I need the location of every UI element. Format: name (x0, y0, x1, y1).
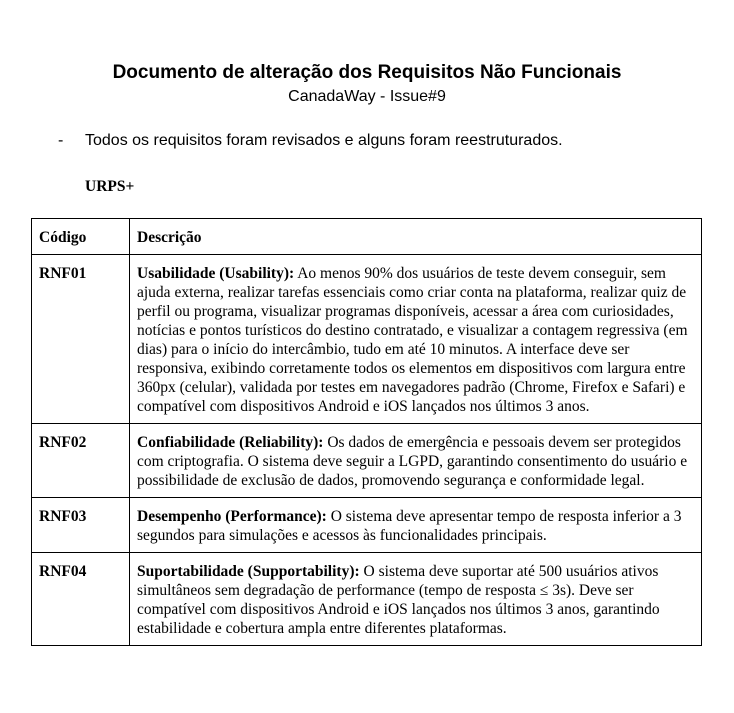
requirement-description (130, 424, 702, 498)
column-header-code: Código (32, 219, 130, 255)
document-title: Documento de alteração dos Requisitos Não Funcionais (112, 62, 622, 83)
table-row (32, 498, 702, 553)
requirement-category: Confiabilidade (Reliability): (137, 434, 324, 451)
section-label: URPS+ (85, 178, 135, 195)
requirement-category: Suportabilidade (Supportability): (137, 563, 360, 580)
requirement-text: Os dados de emergência e pessoais devem ser protegidos com criptografia. O sistema deve seguir a LGPD, garantindo consentimento do usuário e possibilidade de exclusão de dados, promovendo segurança e conformidade legal. (137, 434, 688, 489)
requirement-code: RNF03 (32, 498, 130, 553)
requirement-description (130, 255, 702, 424)
requirement-text: O sistema deve apresentar tempo de resposta inferior a 3 segundos para simulações e acessos às funcionalidades principais. (137, 508, 682, 544)
requirement-text: Ao menos 90% dos usuários de teste devem conseguir, sem ajuda externa, realizar tarefas essenciais como criar conta na plataforma, realizar quiz de perfil ou programa, visualizar programas disponíveis, acessar a área com curiosidades, notícias e pontos turísticos do destino contratado, e visualizar a contagem regressiva (em dias) para o início do intercâmbio, tudo em até 10 minutos. A interface deve ser responsiva, exibindo corretamente todos os elementos em dispositivos com largura entre 360px (celular), validada por testes em navegadores padrão (Chrome, Firefox e Safari) e compatível com dispositivos Android e iOS lançados nos últimos 3 anos. (137, 265, 688, 415)
column-header-description: Descrição (130, 219, 702, 255)
requirement-description (130, 498, 702, 553)
table-header-row (32, 219, 702, 255)
requirement-code: RNF02 (32, 424, 130, 498)
table-row (32, 424, 702, 498)
table-row (32, 255, 702, 424)
document-subtitle: CanadaWay - Issue#9 (288, 88, 446, 105)
bullet-item (58, 131, 563, 151)
requirement-category: Desempenho (Performance): (137, 508, 327, 525)
requirement-description (130, 553, 702, 646)
table-row (32, 553, 702, 646)
bullet-text: Todos os requisitos foram revisados e alguns foram reestruturados. (85, 132, 563, 149)
bullet-marker: - (58, 132, 64, 149)
requirements-table (31, 218, 702, 646)
requirement-code: RNF01 (32, 255, 130, 424)
requirement-text: O sistema deve suportar até 500 usuários ativos simultâneos sem degradação de performance (tempo de resposta ≤ 3s). Deve ser compatível com dispositivos Android e iOS lançados nos últimos 3 anos, garantindo estabilidade e cobertura ampla entre diferentes plataformas. (137, 563, 660, 637)
requirement-category: Usabilidade (Usability): (137, 265, 295, 282)
requirement-code: RNF04 (32, 553, 130, 646)
